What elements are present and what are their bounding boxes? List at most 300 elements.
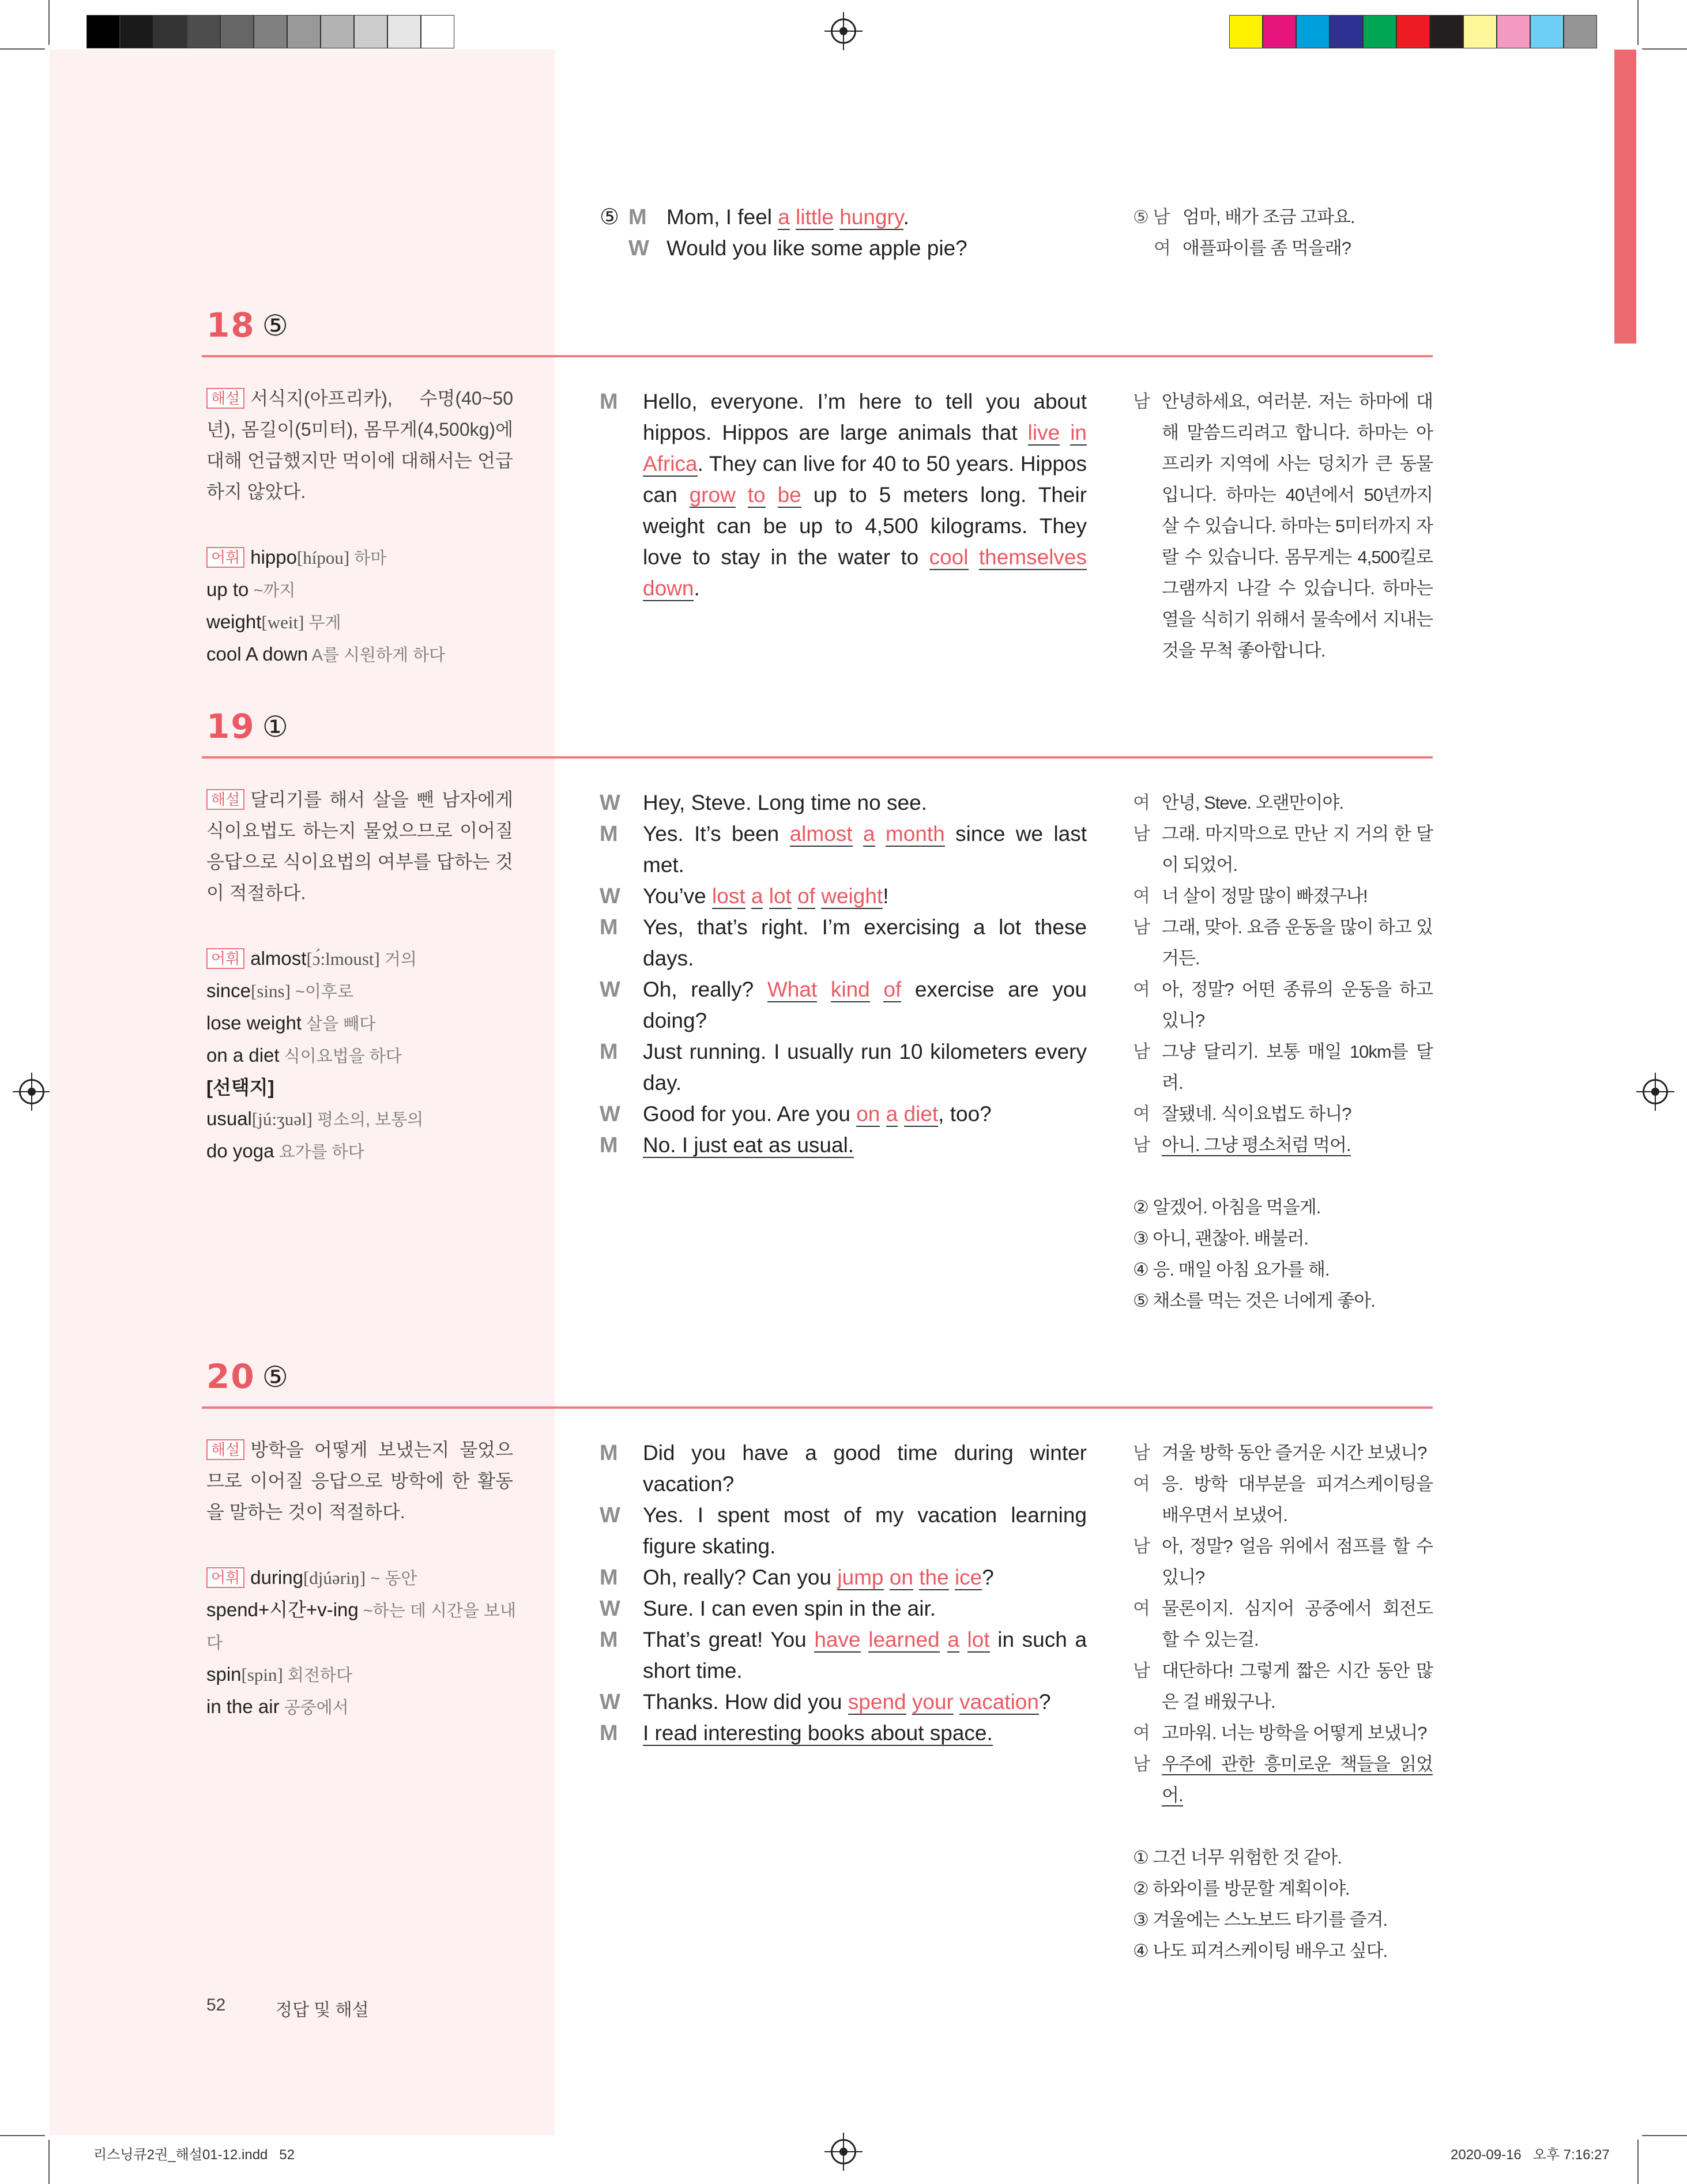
translation-text [1162, 912, 1433, 974]
translation-text [1162, 1718, 1433, 1749]
blank-answer: ice [954, 1566, 982, 1589]
vocab-meaning: 공중에서 [279, 1699, 349, 1717]
speaker-label: 여 [1133, 793, 1150, 813]
answer-option: ③ 겨울에는 스노보드 타기를 즐겨. [1133, 1910, 1388, 1930]
dialogue-line [600, 1099, 1087, 1130]
answer-option: ③ 아니, 괜찮아. 배불러. [1133, 1228, 1309, 1248]
vocab-item [206, 1594, 529, 1659]
translation-text [1162, 818, 1433, 881]
crop-mark [0, 48, 45, 50]
vocab-word: cool A down [206, 643, 308, 665]
text-run: 안녕, Steve. 오랜만이야. [1162, 793, 1343, 813]
dialogue-text [643, 1438, 1087, 1500]
blank-answer: a [751, 884, 763, 908]
text-run: Oh, really? [643, 978, 767, 1001]
dialogue-text [643, 1624, 1087, 1687]
speaker-label: W [600, 791, 620, 815]
text-run: Yes, that’s right. I’m exercising a lot these days. [643, 915, 1087, 970]
text-run: in such a short time. [643, 1628, 1087, 1683]
blank-answer: lost [712, 884, 745, 908]
text-run: . They can live for 40 to 50 years. Hippos can [643, 452, 1087, 507]
dialogue-text [643, 912, 1087, 974]
answer-option: ② 알겠어. 아침을 먹을게. [1133, 1197, 1321, 1217]
text-run: You’ve [643, 884, 713, 908]
registration-mark-icon [831, 18, 856, 44]
text-run: Hey, Steve. Long time no see. [643, 791, 927, 814]
section-divider [202, 1406, 1433, 1409]
dialogue-line [600, 787, 1087, 818]
text-run: . [903, 205, 909, 229]
question-number: 18 [206, 305, 255, 345]
vocab-word: spend+시간+v-ing [206, 1599, 359, 1620]
crop-mark [1637, 0, 1639, 45]
answer-options [1133, 1192, 1433, 1317]
speaker-label: ⑤ 남 [1133, 207, 1170, 227]
vocab-phonetic: [spin] [241, 1665, 283, 1685]
vocab-item [206, 1691, 529, 1723]
vocab-item [206, 1136, 529, 1168]
translation-text [1162, 787, 1433, 818]
blank-answer: the [919, 1566, 949, 1589]
vocab-item [206, 975, 529, 1008]
blank-answer: themselves [978, 545, 1087, 569]
slug-filename: 리스닝큐2권_해설01-12.indd 52 [93, 2147, 295, 2163]
vocab-phonetic: [sins] [251, 981, 291, 1001]
vocab-phonetic: [hípou] [296, 548, 350, 568]
translation-line [1133, 1036, 1433, 1099]
speaker-label: 남 [1133, 1536, 1150, 1556]
q20-dialogue [600, 1438, 1087, 1749]
speaker-label: M [600, 822, 618, 846]
speaker-label: 여 [1133, 979, 1150, 999]
text-run: Mom, I feel [666, 205, 778, 229]
translation-text [1162, 1531, 1433, 1593]
speaker-label: 남 [1133, 824, 1150, 844]
translation-lines [1133, 787, 1433, 1161]
text-run: 아, 정말? 얼음 위에서 점프를 할 수 있니? [1162, 1536, 1433, 1587]
blank-answer: down [643, 576, 694, 600]
translation-line [1133, 1130, 1433, 1161]
speaker-label: 남 [1133, 1042, 1150, 1062]
answer-options [1133, 1842, 1433, 1967]
blank-answer: on [856, 1102, 880, 1126]
text-run: , too? [938, 1102, 992, 1126]
answer-label: ⑤ [262, 309, 288, 342]
text-run: up to 5 meters long. Their weight can be up to 4,500 kilograms. They love to stay in the water to [643, 483, 1087, 569]
text-run: ? [1038, 1690, 1051, 1714]
text-run [853, 822, 863, 846]
text-run [815, 884, 821, 908]
q17-korean-translation [1133, 202, 1433, 264]
text-run: Did you have a good time during winter vacation? [643, 1441, 1087, 1496]
translation-line [1133, 881, 1433, 912]
blank-answer: spend [848, 1690, 906, 1714]
text-run [875, 822, 886, 846]
blank-answer: grow [689, 483, 736, 507]
color-swatch [387, 15, 421, 48]
speaker-label: M [600, 915, 618, 940]
color-swatch [1296, 15, 1330, 48]
translation-text [1162, 1655, 1433, 1718]
vocab-word: do yoga [206, 1140, 274, 1161]
speaker-label: W [600, 1102, 620, 1126]
crop-mark [1642, 2135, 1687, 2136]
speaker-label: 남 [1133, 1135, 1150, 1155]
text-run [834, 205, 839, 229]
text-run [959, 1628, 967, 1651]
text-run: Yes. It’s been [643, 822, 790, 846]
color-swatch [421, 15, 454, 48]
dialogue-text [666, 233, 1087, 264]
text-run: 잘됐네. 식이요법도 하니? [1162, 1104, 1351, 1124]
blank-answer: month [885, 822, 945, 846]
speaker-label: W [600, 1690, 620, 1714]
translation-text: 엄마, 배가 조금 고파요. [1183, 207, 1355, 227]
text-run [745, 884, 751, 908]
vocab-item [206, 1040, 529, 1072]
color-swatch [1564, 15, 1597, 48]
translation-line [1133, 1718, 1433, 1749]
vocab-meaning: A를 시원하게 하다 [308, 646, 446, 665]
color-swatch [220, 15, 254, 48]
explanation-text [206, 1434, 513, 1527]
color-swatch [254, 15, 287, 48]
dialogue-line [600, 1624, 1087, 1687]
crop-mark [48, 2140, 50, 2184]
dialogue-text [643, 1718, 1087, 1749]
registration-mark-icon [831, 2139, 856, 2164]
dialogue-line [600, 202, 1087, 233]
dialogue-line [600, 1562, 1087, 1593]
vocab-word: since [206, 980, 251, 1001]
text-run: 그래. 마지막으로 만난 지 거의 한 달이 되었어. [1162, 824, 1433, 875]
explanation-body: 서식지(아프리카), 수명(40~50년), 몸길이(5미터), 몸무게(4,500kg)에 대해 언급했지만 먹이에 대해서는 언급하지 않았다. [206, 388, 513, 502]
dialogue-text [643, 787, 1087, 818]
vocab-word: lose weight [206, 1012, 302, 1033]
page-number: 52 [206, 1996, 226, 2015]
translation-line [1133, 1469, 1433, 1531]
speaker-label: W [600, 978, 620, 1002]
color-swatch [1530, 15, 1564, 48]
vocab-item [206, 1103, 529, 1136]
text-run [817, 978, 831, 1001]
vocab-meaning: ~ 동안 [366, 1570, 417, 1588]
text-run: exercise are you doing? [643, 978, 1087, 1032]
text-run [906, 1690, 912, 1714]
vocabulary-list [206, 1562, 529, 1723]
text-run: 겨울 방학 동안 즐거운 시간 보냈니? [1162, 1443, 1427, 1463]
translation-line [1133, 1593, 1433, 1655]
q18-dialogue [600, 386, 1087, 604]
text-run [880, 1102, 886, 1126]
slug-datetime: 2020-09-16 오후 7:16:27 [1451, 2147, 1610, 2163]
vocab-word: in the air [206, 1696, 280, 1717]
translation-text [1162, 1099, 1433, 1130]
text-run: 아, 정말? 어떤 종류의 운동을 하고 있니? [1162, 979, 1433, 1031]
vocabulary-list [206, 542, 529, 671]
translation-text [1162, 974, 1433, 1036]
answer-label: ⑤ [262, 1360, 288, 1394]
translation-text [1162, 1749, 1433, 1811]
blank-answer: lot [769, 884, 792, 908]
translation-text [1162, 1438, 1433, 1469]
answer-sentence: I read interesting books about space. [643, 1721, 993, 1745]
vocab-meaning: 거의 [379, 950, 417, 969]
blank-answer: cool [929, 545, 969, 569]
question-number: 19 [206, 707, 255, 746]
vocab-phonetic: [djúəriŋ] [303, 1568, 366, 1588]
blank-answer: lot [967, 1628, 990, 1651]
translation-line [1133, 912, 1433, 974]
text-run: Oh, really? Can you [643, 1566, 838, 1589]
blank-answer: a [863, 822, 875, 846]
color-swatch [1463, 15, 1497, 48]
text-run [763, 884, 769, 908]
text-run: 그냥 달리기. 보통 매일 10km를 달려. [1162, 1042, 1433, 1093]
text-run [870, 978, 884, 1001]
vocab-meaning: 회전하다 [283, 1666, 352, 1685]
speaker-label: M [600, 390, 618, 414]
text-run: Thanks. How did you [643, 1690, 848, 1714]
blank-answer: have [814, 1628, 861, 1651]
text-run: That’s great! You [643, 1628, 815, 1651]
color-swatch [1263, 15, 1296, 48]
answer-option: ② 하와이를 방문할 계획이야. [1133, 1879, 1350, 1899]
answer-sentence: 아니. 그냥 평소처럼 먹어. [1162, 1135, 1351, 1155]
vocab-phonetic: [weit] [261, 612, 304, 632]
vocab-word: during [250, 1567, 303, 1588]
translation-line [1133, 787, 1433, 818]
q19-dialogue [600, 787, 1087, 1161]
q19-korean-translation [1133, 787, 1433, 1317]
text-run: Would you like some apple pie? [666, 236, 967, 260]
q20-korean-translation [1133, 1438, 1433, 1967]
vocab-item [206, 574, 529, 606]
speaker-label: W [600, 1503, 620, 1527]
text-run [766, 483, 778, 507]
chapter-tab [1614, 50, 1636, 344]
answer-sentence: 우주에 관한 흥미로운 책들을 읽었어. [1162, 1754, 1433, 1805]
speaker-label: W [628, 236, 649, 261]
vocab-phonetic: [jú:ʒuəl] [251, 1109, 312, 1129]
dialogue-text [643, 1562, 1087, 1593]
dialogue-line [600, 1438, 1087, 1500]
dialogue-text [643, 818, 1087, 881]
color-swatch [1396, 15, 1430, 48]
footer-section-title: 정답 및 해설 [276, 2001, 369, 2020]
speaker-label: M [600, 1566, 618, 1590]
text-run: Hello, everyone. I’m here to tell you about hippos. Hippos are large animals that [643, 390, 1087, 444]
blank-answer: vacation [959, 1690, 1039, 1714]
vocab-item [206, 943, 529, 975]
text-run: Good for you. Are you [643, 1102, 857, 1126]
blank-answer: What [767, 978, 818, 1001]
translation-line [1133, 386, 1433, 666]
speaker-label: 여 [1133, 886, 1150, 906]
speaker-label: 남 [1133, 1754, 1150, 1774]
blank-answer: in [1070, 421, 1087, 444]
dialogue-text [666, 202, 1087, 233]
blank-answer: on [889, 1566, 913, 1589]
dialogue-line [600, 881, 1087, 912]
vocab-meaning: 평소의, 보통의 [312, 1111, 424, 1129]
vocab-word: spin [206, 1664, 242, 1685]
translation-line [1133, 818, 1433, 881]
vocab-meaning: 살을 빼다 [302, 1015, 376, 1033]
vocab-item [206, 1562, 529, 1594]
dialogue-text [643, 974, 1087, 1036]
blank-answer: diet [903, 1102, 939, 1126]
text-run [736, 483, 748, 507]
text-run: ! [883, 884, 889, 908]
text-run [1060, 421, 1070, 444]
translation-line [1133, 1749, 1433, 1811]
text-run: . [694, 576, 700, 600]
vocab-meaning: 식이요법을 하다 [279, 1047, 402, 1066]
text-run [949, 1566, 955, 1589]
color-swatch [1430, 15, 1463, 48]
text-run: ? [982, 1566, 994, 1589]
vocabulary-tag: 어휘 [206, 547, 244, 568]
vocab-item [206, 1659, 529, 1691]
dialogue-text [643, 1130, 1087, 1161]
vocab-word: weight [206, 611, 262, 632]
blank-answer: a [778, 205, 790, 229]
color-swatch [1330, 15, 1363, 48]
dialogue-text [643, 1687, 1087, 1718]
option-label: ⑤ [600, 205, 620, 229]
vocab-word: up to [206, 579, 249, 600]
vocab-meaning: ~까지 [248, 582, 296, 600]
color-swatch [287, 15, 321, 48]
dialogue-text [643, 386, 1087, 604]
dialogue-text [643, 1036, 1087, 1099]
speaker-label: 여 [1133, 1474, 1150, 1494]
blank-answer: a [886, 1102, 898, 1126]
translation-text [1162, 881, 1433, 912]
speaker-label: 여 [1133, 1104, 1150, 1124]
speaker-label: 여 [1133, 1598, 1150, 1619]
vocab-meaning: 하마 [349, 549, 387, 568]
text-run: Sure. I can even spin in the air. [643, 1597, 936, 1620]
color-swatch [187, 15, 220, 48]
text-run [898, 1102, 903, 1126]
vocab-item [206, 639, 529, 671]
registration-mark-icon [19, 1079, 44, 1104]
text-run: 안녕하세요, 여러분. 저는 하마에 대해 말씀드리려고 합니다. 하마는 아프리카 지역에 사는 덩치가 큰 동물입니다. 하마는 40년에서 50년까지 살 수 있습니다. 하마는 5미터까지 자랄 수 있습니다. 몸무게는 4,500킬로그램까지 나갈 수 있습니다. 하마는 열을 식히기 위해서 물속에서 지내는 것을 무척 좋아합니다. [1162, 391, 1433, 661]
explanation-text [206, 383, 513, 507]
dialogue-line [600, 1500, 1087, 1562]
translation-line [1133, 1099, 1433, 1130]
q17-dialogue [600, 202, 1087, 264]
text-run [884, 1566, 890, 1589]
text-run: 고마워. 너는 방학을 어떻게 보냈니? [1162, 1723, 1427, 1743]
answer-option: ④ 응. 매일 아침 요가를 해. [1133, 1259, 1330, 1280]
vocab-item [206, 606, 529, 639]
translation-line [1133, 1531, 1433, 1593]
speaker-label: 여 [1154, 238, 1170, 258]
color-swatch [321, 15, 354, 48]
text-run [969, 545, 979, 569]
text-run [913, 1566, 919, 1589]
vocab-item [206, 1072, 529, 1103]
translation-line [1133, 202, 1433, 233]
speaker-label: 남 [1133, 917, 1150, 937]
blank-answer: little [796, 205, 834, 229]
answer-option: ① 그건 너무 위험한 것 같아. [1133, 1847, 1342, 1868]
translation-text [1162, 1130, 1433, 1161]
text-run [792, 884, 797, 908]
speaker-label: M [628, 205, 647, 229]
section-divider [202, 355, 1433, 357]
color-swatch [354, 15, 387, 48]
crop-mark [0, 2135, 45, 2136]
explanation-tag: 해설 [206, 388, 244, 409]
vocab-meaning: ~하는 데 시간을 보내다 [206, 1602, 517, 1653]
text-run [940, 1628, 948, 1651]
text-run: 응. 방학 대부분을 피겨스케이팅을 배우면서 보냈어. [1162, 1474, 1433, 1525]
vocab-phonetic: [ɔ́:lmoust] [306, 949, 380, 969]
speaker-label: M [600, 1133, 618, 1157]
vocab-meaning: 무게 [304, 614, 341, 632]
translation-line [1133, 1655, 1433, 1718]
speaker-label: M [600, 1040, 618, 1064]
vocab-item [206, 542, 529, 574]
blank-answer: hungry [839, 205, 903, 229]
text-run: Yes. I spent most of my vacation learning figure skating. [643, 1503, 1087, 1558]
vocab-word: [선택지] [206, 1077, 274, 1098]
explanation-text [206, 784, 513, 908]
speaker-label: 남 [1133, 1661, 1150, 1681]
explanation-body: 방학을 어떻게 보냈는지 물었으므로 이어질 응답으로 방학에 한 활동을 말하는 것이 적절하다. [206, 1439, 513, 1522]
blank-answer: kind [830, 978, 870, 1001]
translation-text [1162, 1593, 1433, 1655]
crop-mark [1642, 48, 1687, 50]
text-run: 물론이지. 심지어 공중에서 회전도 할 수 있는걸. [1162, 1598, 1433, 1650]
speaker-label: M [600, 1628, 618, 1652]
crop-mark [1637, 2140, 1639, 2184]
blank-answer: weight [821, 884, 883, 908]
vocab-word: hippo [250, 546, 297, 568]
blank-answer: live [1027, 421, 1060, 444]
speaker-label: W [600, 884, 620, 908]
color-swatch [1497, 15, 1530, 48]
vocab-meaning: ~이후로 [290, 983, 353, 1001]
color-swatch [1363, 15, 1396, 48]
dialogue-line [600, 386, 1087, 604]
speaker-label: 남 [1133, 391, 1150, 412]
speaker-label: 여 [1133, 1723, 1150, 1743]
blank-answer: to [747, 483, 766, 507]
blank-answer: almost [789, 822, 853, 846]
text-run [861, 1628, 869, 1651]
dialogue-text [643, 1593, 1087, 1624]
question-number: 20 [206, 1357, 255, 1396]
text-run: Just running. I usually run 10 kilometers every day. [643, 1040, 1087, 1095]
explanation-body: 달리기를 해서 살을 뺀 남자에게 식이요법도 하는지 물었으므로 이어질 응답으로 식이요법의 여부를 답하는 것이 적절하다. [206, 789, 513, 903]
answer-sentence: No. I just eat as usual. [643, 1133, 854, 1157]
registration-mark-icon [1643, 1079, 1668, 1104]
dialogue-line [600, 912, 1087, 974]
vocab-item [206, 1008, 529, 1040]
crop-mark [48, 0, 50, 45]
blank-answer: your [912, 1690, 954, 1714]
answer-option: ④ 나도 피겨스케이팅 배우고 싶다. [1133, 1941, 1388, 1961]
text-run [954, 1690, 959, 1714]
explanation-tag: 해설 [206, 789, 244, 810]
section-divider [202, 756, 1433, 759]
translation-text [1162, 1036, 1433, 1099]
